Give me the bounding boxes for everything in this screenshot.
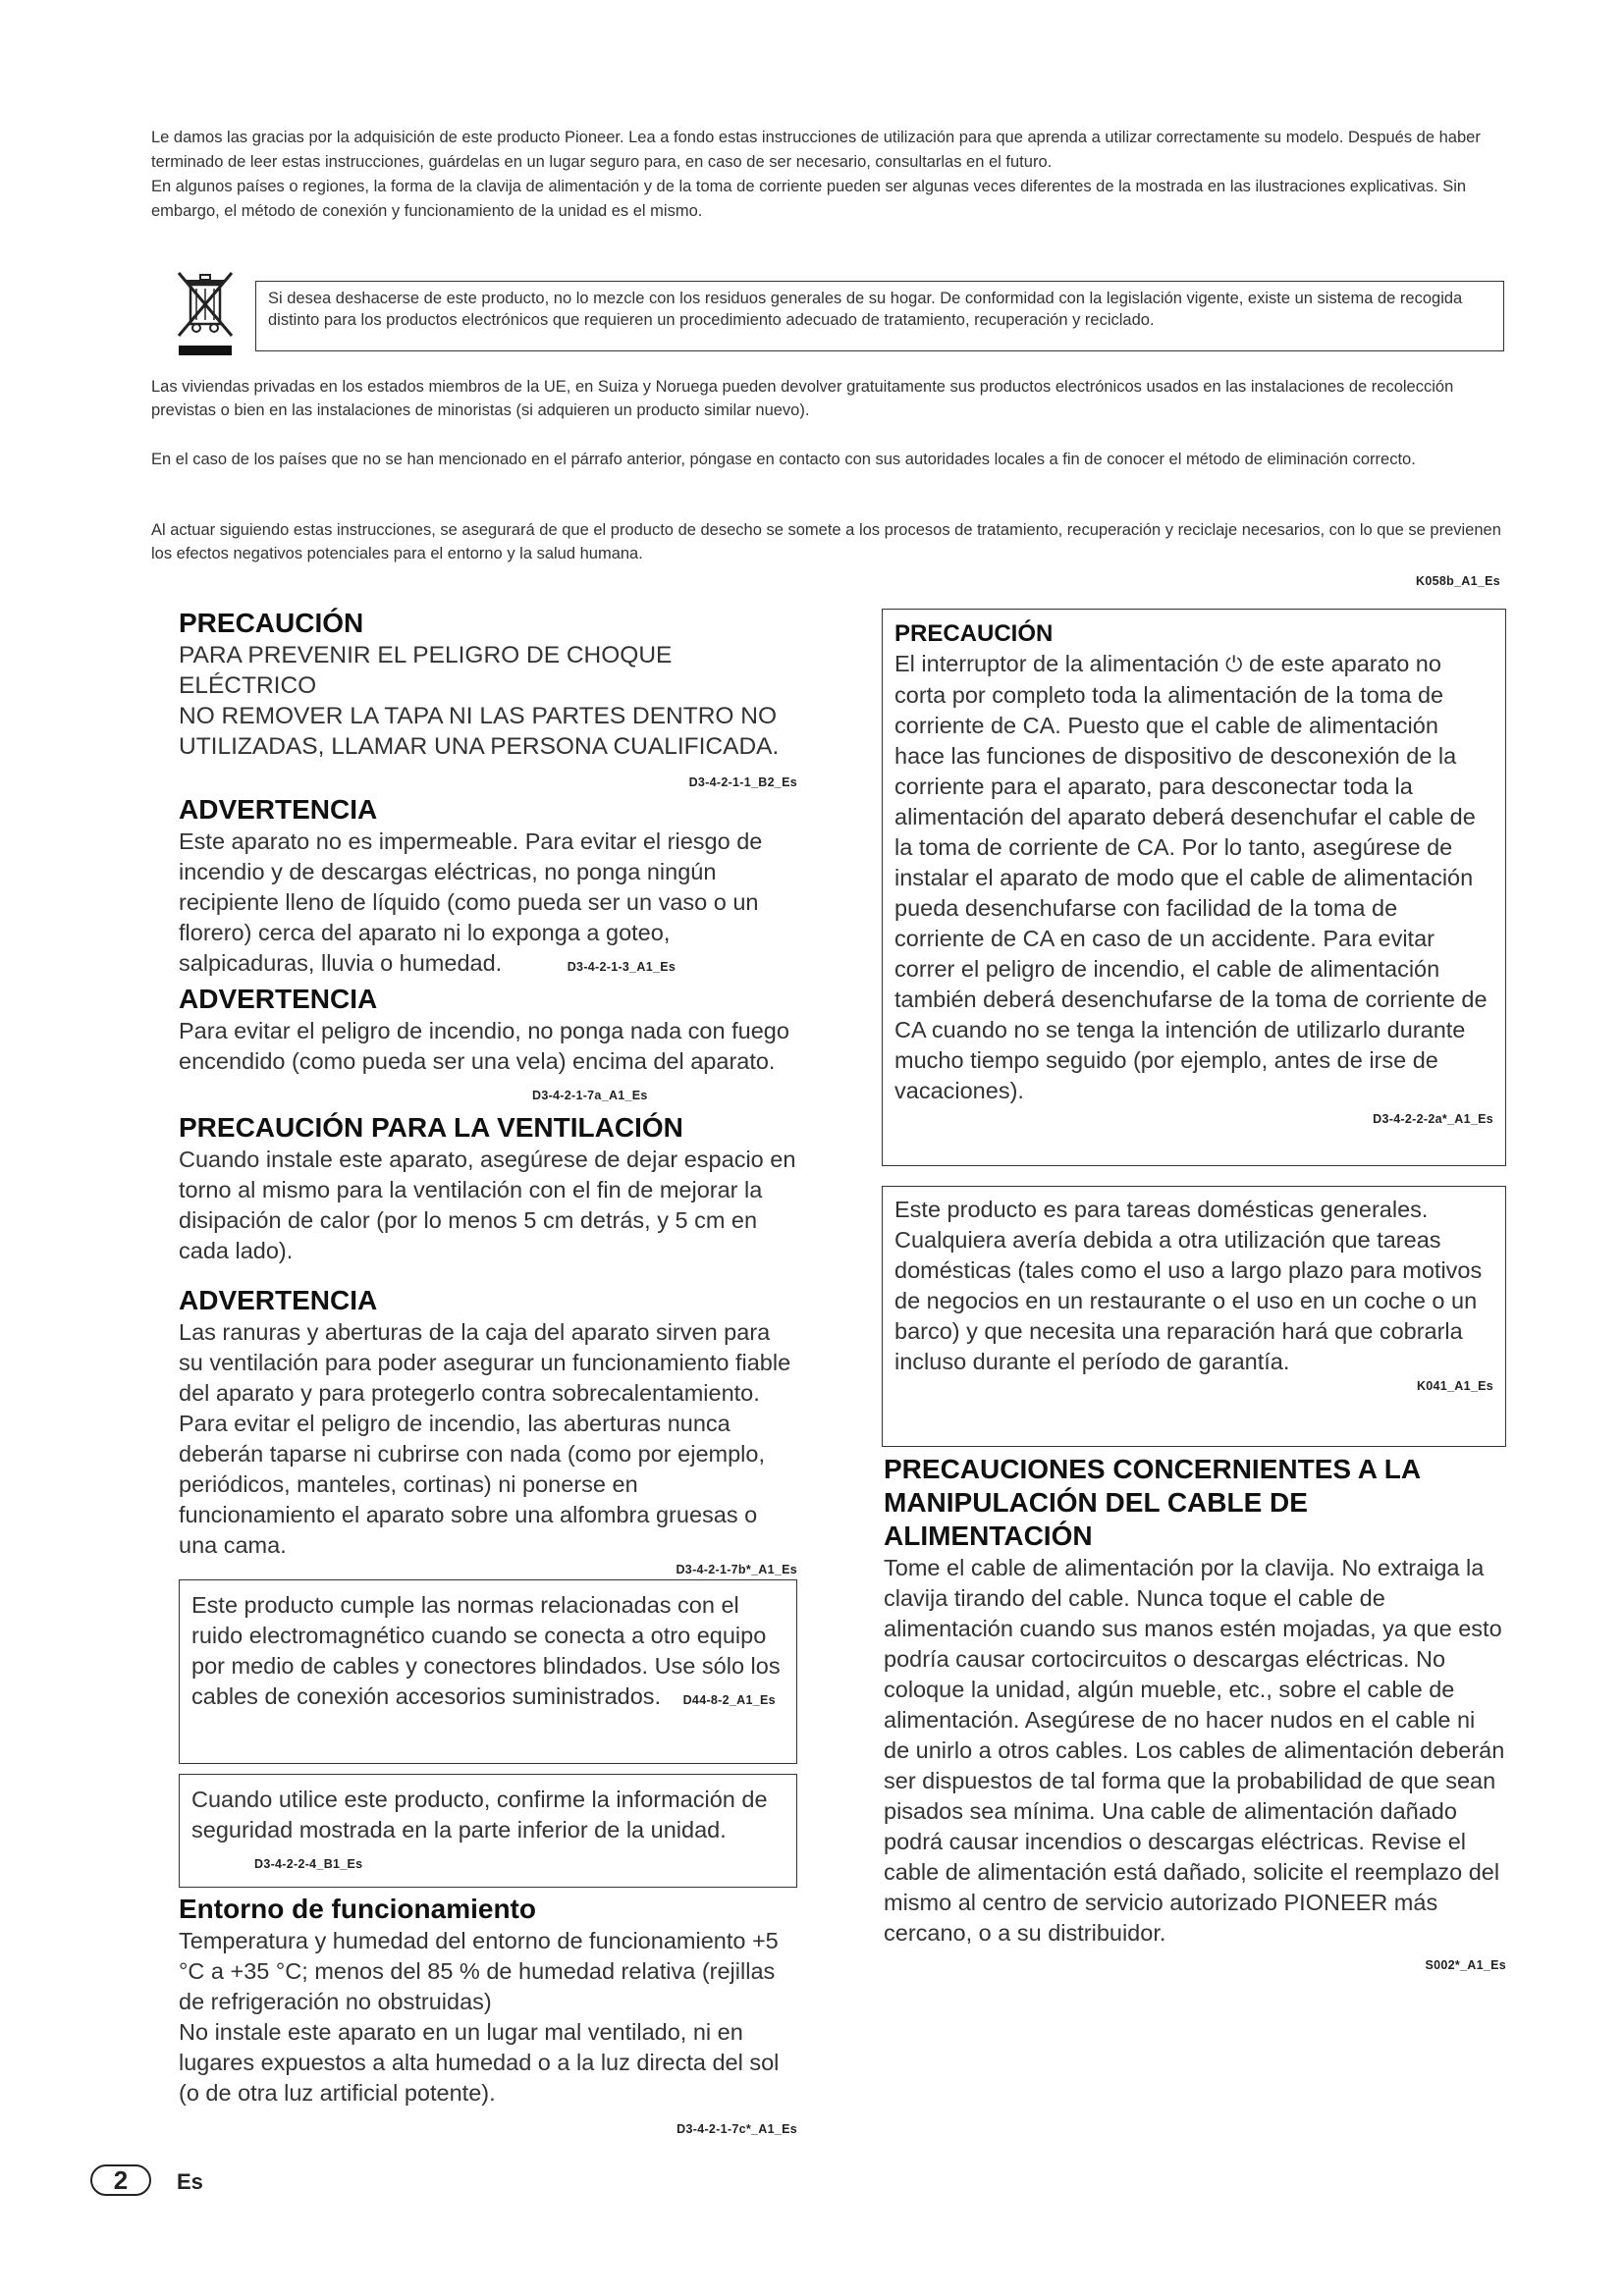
power-cable-section (884, 1453, 1506, 1972)
section-heading: ADVERTENCIA (179, 794, 378, 825)
disposal-paragraph: Las viviendas privadas en los estados miembros de la UE, en Suiza y Noruega pueden devolver gratuitamente sus productos electrónicos usados en las instalaciones de recolección previstas o bien en las instalaciones de minoristas (si adquieren un producto similar nuevo). (151, 378, 1454, 419)
body-text (179, 1016, 797, 1111)
section-heading: ADVERTENCIA (179, 984, 378, 1014)
power-caution-box (882, 609, 1506, 1166)
caution-line: PARA PREVENIR EL PELIGRO DE CHOQUE ELÉCTRICO (179, 642, 673, 699)
body-text: Este producto es para tareas domésticas generales. Cualquiera avería debida a otra utilización que tareas domésticas (tales como el uso a largo plazo para motivos de negocios en un restaurante o el uso en un coche o un barco) y que necesita una reparación hará que cobrarla incluso durante el período de garantía. (894, 1197, 1483, 1374)
disposal-paragraph: En el caso de los países que no se han mencionado en el párrafo anterior, póngase en contacto con sus autoridades locales a fin de conocer el método de eliminación correcto. (151, 451, 1416, 468)
reference-code: K041_A1_Es (1416, 1379, 1493, 1393)
body-text: Tome el cable de alimentación por la clavija. No extraiga la clavija tirando del cable. Nunca toque el cable de alimentación cuando sus manos estén mojadas, ya que esto podría causar cortocircuitos o descargas eléctricas. No coloque la unidad, algún mueble, etc., sobre el cable de alimentación. Asegúrese de no hacer nudos en el cable ni de unirlo a otros cables. Los cables de alimentación deberán ser dispuestos de tal forma que la probabilidad de que sean pisados sea mínima. Una cable de alimentación dañado podrá causar incendios o descargas eléctricas. Revise el cable de alimentación está dañado, solicite el reemplazo del mismo al centro de servicio autorizado PIONEER más cercano, o a su distribuidor. (884, 1555, 1505, 1946)
body-span: Este producto cumple las normas relacionadas con el ruido electromagnético cuando se conecta a otro equipo por medio de cables y conectores blindados. Use sólo los cables de conexión accesorios suministrados. (191, 1592, 781, 1709)
weee-notice (177, 267, 1504, 365)
reference-code: D3-4-2-1-7a_A1_Es (532, 1089, 648, 1102)
caution-line: UTILIZADAS, LLAMAR UNA PERSONA CUALIFICADA. (179, 733, 780, 760)
body-span: de este aparato no corta por completo toda la alimentación de la toma de corriente de CA. Puesto que el cable de alimentación hace las funciones de dispositivo de desconexión de la corriente para el aparato, para desconectar toda la alimentación del aparato deberá desenchufar el cable de la toma de corriente de CA. Por lo tanto, asegúrese de instalar el aparato de modo que el cable de alimentación pueda desenchufarse con facilidad de la toma de corriente de CA en caso de un accidente. Para evitar correr el peligro de incendio, el cable de alimentación también deberá desenchufarse de la toma de corriente de CA cuando no se tenga la intención de utilizarlo durante mucho tiempo seguido (por ejemplo, antes de irse de vacaciones). (894, 651, 1488, 1103)
body-span: Cuando utilice este producto, confirme la información de seguridad mostrada en la parte inferior de la unidad. (191, 1787, 768, 1842)
weee-box: Si desea deshacerse de este producto, no lo mezcle con los residuos generales de su hogar. De conformidad con la legislación vigente, existe un sistema de recogida distinto para los productos electrónicos que requieren un procedimiento adecuado de tratamiento, recuperación y reciclado. (255, 281, 1504, 351)
body-span: El interruptor de la alimentación (894, 651, 1219, 676)
crossed-bin-icon (177, 271, 236, 361)
reference-code: D3-4-2-1-3_A1_Es (567, 960, 677, 974)
safety-info-box (179, 1774, 797, 1888)
body-text (894, 649, 1493, 1106)
intro-paragraph: En algunos países o regiones, la forma de la clavija de alimentación y de la toma de corriente pueden ser algunas veces diferentes de la mostrada en las ilustraciones explicativas. Sin embargo, el método de conexión y funcionamiento de la unidad es el mismo. (151, 178, 1467, 220)
reference-code: D3-4-2-1-7b*_A1_Es (676, 1563, 797, 1576)
reference-code: K058b_A1_Es (1416, 574, 1500, 588)
reference-code: S002*_A1_Es (1425, 1958, 1506, 1972)
section-heading: ADVERTENCIA (179, 1285, 378, 1315)
body-span: Este aparato no es impermeable. Para evitar el riesgo de incendio y de descargas eléctricas, no ponga ningún recipiente lleno de líquido (como pueda ser un vaso o un florero) cerca del aparato ni lo exponga a goteo, salpicaduras, lluvia o humedad. (179, 828, 763, 976)
body-text: No instale este aparato en un lugar mal ventilado, ni en lugares expuestos a alta humedad o a la luz directa del sol (o de otra luz artificial potente). (179, 2019, 780, 2106)
domestic-use-box (882, 1186, 1506, 1447)
emc-notice-box (179, 1579, 797, 1764)
intro-text (151, 126, 1501, 224)
body-text: Temperatura y humedad del entorno de funcionamiento +5 °C a +35 °C; menos del 85 % de humedad relativa (rejillas de refrigeración no obstruidas) (179, 1928, 779, 2014)
body-text: Cuando instale este aparato, asegúrese de dejar espacio en torno al mismo para la ventilación con el fin de mejorar la disipación de calor (por lo menos 5 cm detrás, y 5 cm en cada lado). (179, 1147, 796, 1263)
power-icon: ⏻ (1225, 653, 1243, 677)
body-text: Las ranuras y aberturas de la caja del aparato sirven para su ventilación para poder asegurar un funcionamiento fiable del aparato y para protegerlo contra sobrecalentamiento. Para evitar el peligro de incendio, las aberturas nunca deberán taparse ni cubrirse con nada (como por ejemplo, periódicos, manteles, cortinas) ni ponerse en funcionamiento el aparato sobre una alfombra gruesas o una cama. (179, 1319, 791, 1558)
intro-paragraph: Le damos las gracias por la adquisición de este producto Pioneer. Lea a fondo estas instrucciones de utilización para que aprenda a utilizar correctamente su modelo. Después de haber terminado de leer estas instrucciones, guárdelas en un lugar seguro para, en caso de ser necesario, consultarlas en el futuro. (151, 129, 1481, 171)
page-number: 2 (90, 2164, 151, 2196)
section-heading: Entorno de funcionamiento (179, 1894, 536, 1924)
reference-code: D3-4-2-2-4_B1_Es (254, 1857, 363, 1871)
operating-environment (179, 1893, 797, 2136)
language-code: Es (177, 2169, 203, 2194)
body-span: Para evitar el peligro de incendio, no ponga nada con fuego encendido (como pueda ser una vela) encima del aparato. (179, 1018, 789, 1074)
section-heading: PRECAUCIÓN (179, 608, 364, 638)
reference-code: D44-8-2_A1_Es (682, 1693, 776, 1707)
reference-code: D3-4-2-2-2a*_A1_Es (1373, 1112, 1493, 1126)
section-heading: PRECAUCIONES CONCERNIENTES A LA MANIPULACIÓN DEL CABLE DE ALIMENTACIÓN (884, 1454, 1421, 1551)
caution-line: NO REMOVER LA TAPA NI LAS PARTES DENTRO NO (179, 703, 778, 729)
reference-code: D3-4-2-1-1_B2_Es (688, 775, 797, 789)
section-heading: PRECAUCIÓN PARA LA VENTILACIÓN (179, 1112, 683, 1143)
box-heading: PRECAUCIÓN (894, 620, 1054, 647)
body-text (191, 1590, 785, 1716)
body-text (179, 827, 797, 983)
left-column (179, 607, 797, 1576)
disposal-paragraph: Al actuar siguiendo estas instrucciones, se asegurará de que el producto de desecho se somete a los procesos de tratamiento, recuperación y reciclaje necesarios, con lo que se previenen los efectos negativos potenciales para el entorno y la salud humana. (151, 521, 1501, 562)
reference-code: D3-4-2-1-7c*_A1_Es (677, 2122, 797, 2136)
body-text (191, 1785, 785, 1880)
